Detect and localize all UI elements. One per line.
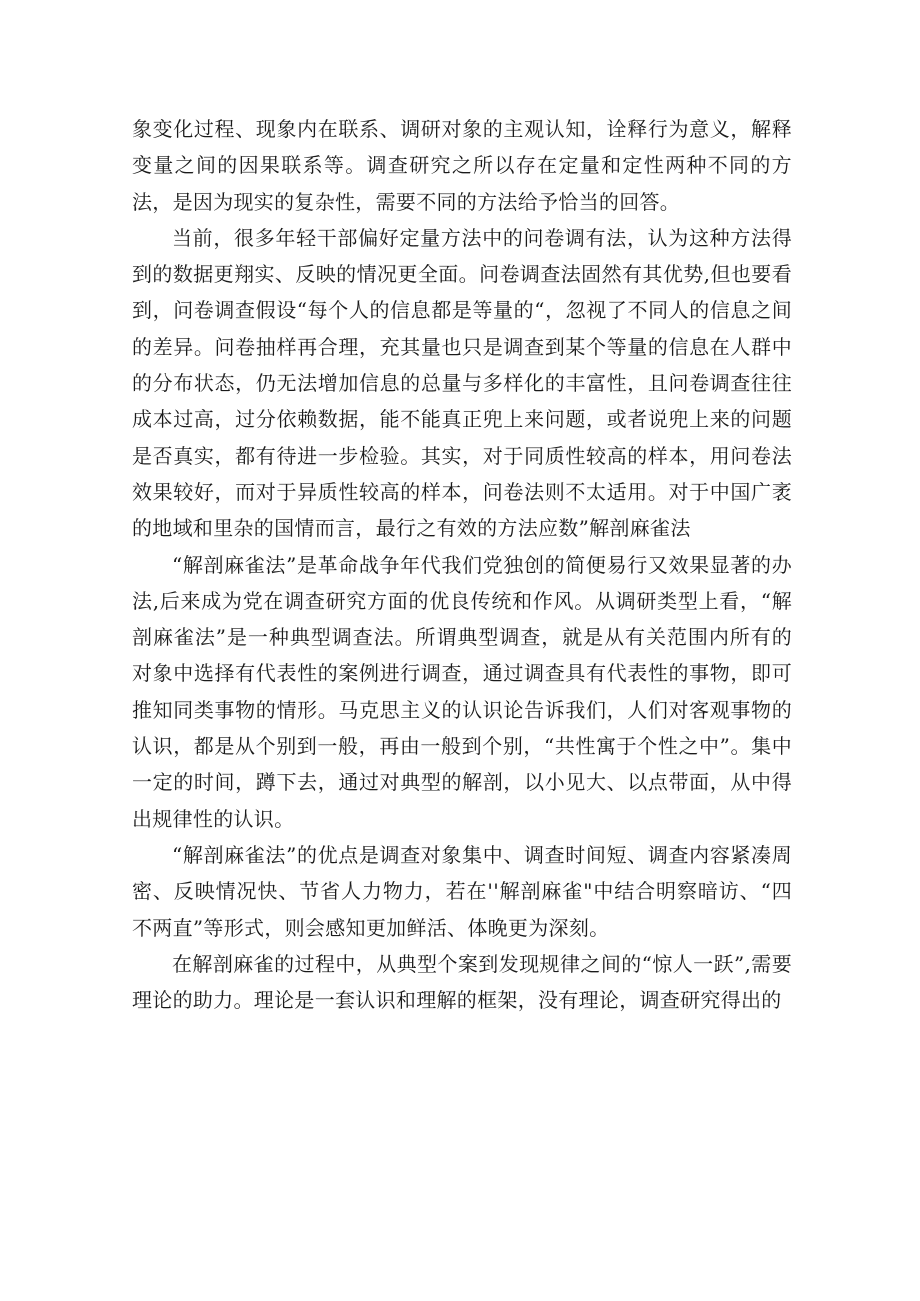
document-body: [132, 111, 792, 1018]
paragraph-4: “解剖麻雀法”的优点是调查对象集中、调查时间短、调查内容紧凑周密、反映情况快、节省人力物力，若在''解剖麻雀"中结合明察暗访、“四不两直”等形式，则会感知更加鲜活、体晚更为深刻。: [132, 842, 792, 940]
paragraph-1: 象变化过程、现象内在联系、调研对象的主观认知，诠释行为意义，解释变量之间的因果联系等。调查研究之所以存在定量和定性两种不同的方法，是因为现实的复杂性，需要不同的方法给予恰当的回答。: [132, 117, 792, 214]
paragraph-5: 在解剖麻雀的过程中，从典型个案到发现规律之间的“惊人一跃”,需要理论的助力。理论是一套认识和理解的框架，没有理论，调查研究得出的: [132, 951, 792, 1013]
paragraph-3: “解剖麻雀法”是革命战争年代我们党独创的简便易行又效果显著的办法,后来成为党在调查研究方面的优良传统和作风。从调研类型上看，“解剖麻雀法”是一种典型调查法。所谓典型调查，就是从有关范围内所有的对象中选择有代表性的案例进行调查，通过调查具有代表性的事物，即可推知同类事物的情形。马克思主义的认识论告诉我们，人们对客观事物的认识，都是从个别到一般，再由一般到个别，“共性寓于个性之中”。集中一定的时间，蹲下去，通过对典型的解剖，以小见大、以点带面，从中得出规律性的认识。: [132, 552, 792, 831]
paragraph-2: 当前，很多年轻干部偏好定量方法中的问卷调有法，认为这种方法得到的数据更翔实、反映的情况更全面。问卷调查法固然有其优势,但也要看到，问卷调查假设“每个人的信息都是等量的“，忽视了不同人的信息之间的差异。问卷抽样再合理，充其量也只是调查到某个等量的信息在人群中的分布状态，仍无法增加信息的总量与多样化的丰富性，且问卷调查往往成本过高，过分依赖数据，能不能真正兜上来问题，或者说兜上来的问题是否真实，都有待进一步检验。其实，对于同质性较高的样本，用问卷法效果较好，而对于异质性较高的样本，问卷法则不太适用。对于中国广袤的地域和里杂的国情而言，最行之有效的方法应数”解剖麻雀法: [132, 225, 792, 541]
